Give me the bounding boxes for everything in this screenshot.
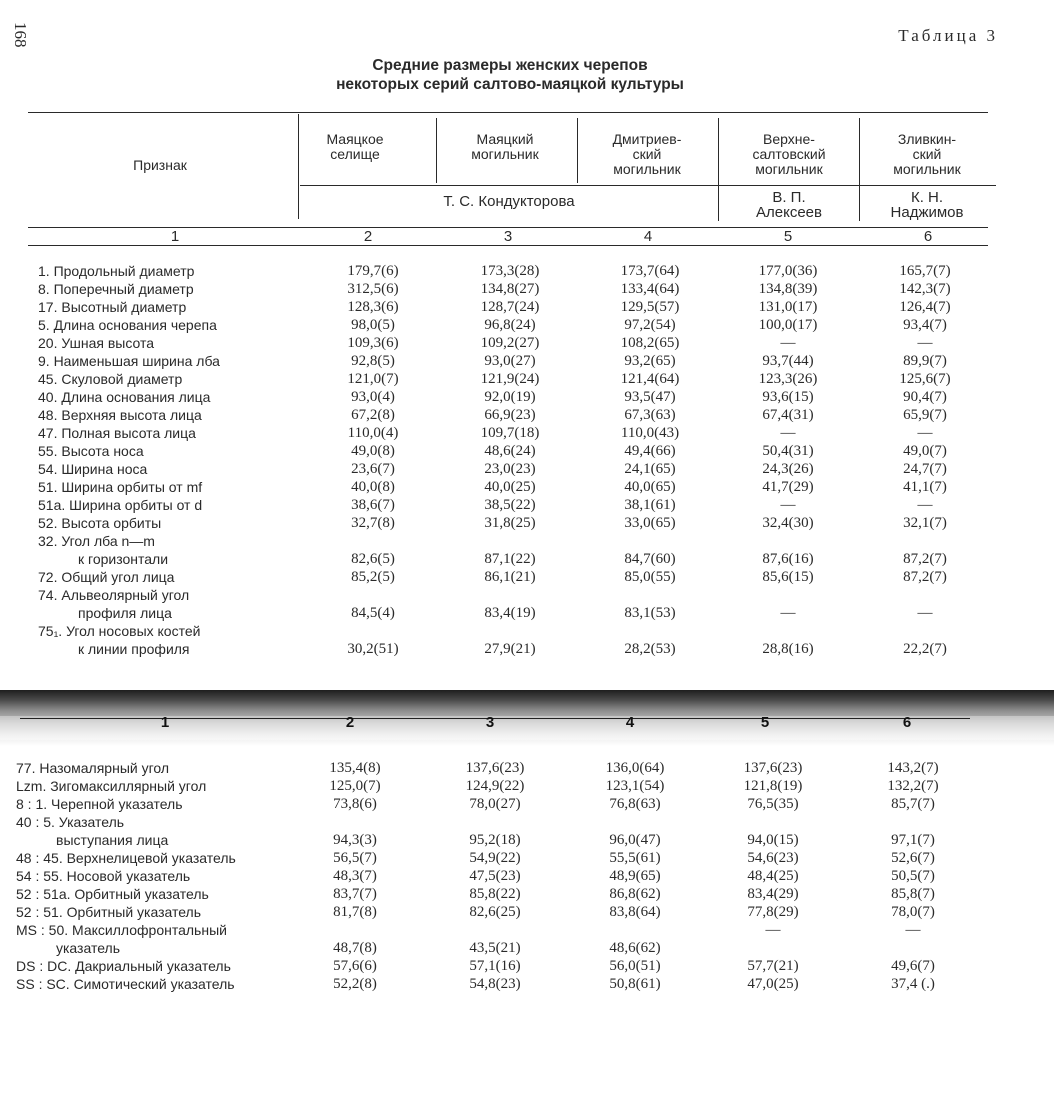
cell-value: 100,0(17) [758, 317, 818, 333]
cell-value: 31,8(25) [484, 515, 536, 531]
header-col5 [720, 132, 858, 177]
cell-value: 56,0(51) [609, 958, 661, 974]
row-label: DS : DC. Дакриальный указатель [16, 958, 231, 974]
cell-value: 48,7(8) [333, 940, 377, 956]
header-divider [718, 118, 719, 221]
cell-value: 94,3(3) [333, 832, 377, 848]
row-label: 9. Наименьшая ширина лба [38, 353, 220, 369]
cell-value: 83,8(64) [609, 904, 661, 920]
header-col6-line3: могильник [893, 161, 961, 177]
cell-value: 47,5(23) [469, 868, 521, 884]
cell-value: 84,7(60) [624, 551, 676, 567]
cell-value: 312,5(6) [347, 281, 399, 297]
header-col3-line1: Маяцкий [476, 131, 534, 147]
cell-value: 38,1(61) [624, 497, 676, 513]
row-label: к линии профиля [78, 641, 190, 657]
header-col2-line2: селище [330, 146, 380, 162]
cell-value: 123,3(26) [758, 371, 818, 387]
header-author-5 [720, 190, 858, 220]
row-label: 20. Ушная высота [38, 335, 155, 351]
cell-value: 87,2(7) [903, 551, 947, 567]
colnum-6-repeat: 6 [902, 714, 912, 731]
cell-value: 94,0(15) [747, 832, 799, 848]
cell-value: 109,2(27) [480, 335, 540, 351]
header-col4-line2: ский [632, 146, 662, 162]
cell-value: 48,6(24) [484, 443, 536, 459]
cell-value: 40,0(65) [624, 479, 676, 495]
colnum-6: 6 [923, 228, 933, 245]
cell-value: 173,7(64) [620, 263, 680, 279]
row-label: 55. Высота носа [38, 443, 144, 459]
cell-value: 41,7(29) [762, 479, 814, 495]
cell-value: 92,0(19) [484, 389, 536, 405]
table-title-line1: Средние размеры женских черепов [372, 57, 648, 74]
cell-value: 50,8(61) [609, 976, 661, 992]
row-label: 54 : 55. Носовой указатель [16, 868, 191, 884]
row-label: 48. Верхняя высота лица [38, 407, 202, 423]
cell-value: 137,6(23) [743, 760, 803, 776]
cell-value: 143,2(7) [887, 760, 939, 776]
cell-value: 133,4(64) [620, 281, 680, 297]
cell-value: 57,6(6) [333, 958, 377, 974]
cell-value: 86,1(21) [484, 569, 536, 585]
cell-value: 38,6(7) [351, 497, 395, 513]
cell-value: — [917, 335, 933, 351]
cell-value: 49,0(8) [351, 443, 395, 459]
row-label: 32. Угол лба n—m [38, 533, 155, 549]
colnum-3: 3 [503, 228, 513, 245]
cell-value: 48,6(62) [609, 940, 661, 956]
header-divider [436, 118, 437, 183]
header-col2 [300, 132, 410, 162]
row-label: 17. Высотный диаметр [38, 299, 187, 315]
cell-value: 54,6(23) [747, 850, 799, 866]
row-label: Lzm. Зигомаксиллярный угол [16, 778, 207, 794]
cell-value: 179,7(6) [347, 263, 399, 279]
cell-value: 83,7(7) [333, 886, 377, 902]
row-label: 47. Полная высота лица [38, 425, 196, 441]
cell-value: 27,9(21) [484, 641, 536, 657]
table-title-line2: некоторых серий салтово-маяцкой культуры [336, 76, 684, 93]
cell-value: 23,0(23) [484, 461, 536, 477]
cell-value: 85,6(15) [762, 569, 814, 585]
cell-value: 90,4(7) [903, 389, 947, 405]
cell-value: 93,5(47) [624, 389, 676, 405]
cell-value: 66,9(23) [484, 407, 536, 423]
colnum-2-repeat: 2 [345, 714, 355, 731]
cell-value: 87,1(22) [484, 551, 536, 567]
cell-value: 121,9(24) [480, 371, 540, 387]
cell-value: 32,4(30) [762, 515, 814, 531]
cell-value: 82,6(25) [469, 904, 521, 920]
cell-value: 48,4(25) [747, 868, 799, 884]
colnum-4: 4 [643, 228, 653, 245]
cell-value: 93,2(65) [624, 353, 676, 369]
cell-value: — [780, 425, 796, 441]
cell-value: 52,6(7) [891, 850, 935, 866]
cell-value: 50,4(31) [762, 443, 814, 459]
header-mid-rule [300, 185, 996, 186]
cell-value: 52,2(8) [333, 976, 377, 992]
cell-value: — [917, 497, 933, 513]
cell-value: 108,2(65) [620, 335, 680, 351]
row-label: 48 : 45. Верхнелицевой указатель [16, 850, 236, 866]
row-label: 8. Поперечный диаметр [38, 281, 194, 297]
row-label: 51. Ширина орбиты от mf [38, 479, 203, 495]
row-label: 52. Высота орбиты [38, 515, 162, 531]
row-label: 5. Длина основания черепа [38, 317, 217, 333]
cell-value: 134,8(39) [758, 281, 818, 297]
cell-value: 97,2(54) [624, 317, 676, 333]
cell-value: 110,0(4) [347, 425, 399, 441]
cell-value: 92,8(5) [351, 353, 395, 369]
cell-value: 177,0(36) [758, 263, 818, 279]
cell-value: 85,7(7) [891, 796, 935, 812]
cell-value: 126,4(7) [899, 299, 951, 315]
cell-value: 49,0(7) [903, 443, 947, 459]
cell-value: 77,8(29) [747, 904, 799, 920]
cell-value: 22,2(7) [903, 641, 947, 657]
row-label: 74. Альвеолярный угол [38, 587, 190, 603]
cell-value: 73,8(6) [333, 796, 377, 812]
cell-value: 85,8(22) [469, 886, 521, 902]
row-label: 54. Ширина носа [38, 461, 148, 477]
cell-value: 96,8(24) [484, 317, 536, 333]
header-col5-line1: Верхне- [763, 131, 815, 147]
cell-value: 121,0(7) [347, 371, 399, 387]
cell-value: 85,8(7) [891, 886, 935, 902]
header-author-6-line1: К. Н. [910, 189, 944, 206]
row-label: 40. Длина основания лица [38, 389, 211, 405]
cell-value: 67,2(8) [351, 407, 395, 423]
cell-value: 49,6(7) [891, 958, 935, 974]
cell-value: 32,1(7) [903, 515, 947, 531]
header-col6 [862, 132, 992, 177]
header-col4-line1: Дмитриев- [612, 131, 682, 147]
cell-value: 121,4(64) [620, 371, 680, 387]
header-col2-line1: Маяцкое [326, 131, 384, 147]
cell-value: 24,3(26) [762, 461, 814, 477]
header-col5-line3: могильник [755, 161, 823, 177]
row-label: профиля лица [78, 605, 172, 621]
cell-value: — [917, 425, 933, 441]
header-col6-line2: ский [912, 146, 942, 162]
header-author-5-line1: В. П. [772, 189, 806, 206]
cell-value: 48,9(65) [609, 868, 661, 884]
cell-value: 93,4(7) [903, 317, 947, 333]
colnum-5-repeat: 5 [760, 714, 770, 731]
row-label: 51a. Ширина орбиты от d [38, 497, 203, 513]
page-number: 168 [11, 22, 30, 48]
cell-value: 54,8(23) [469, 976, 521, 992]
cell-value: 57,7(21) [747, 958, 799, 974]
header-divider [298, 114, 299, 219]
cell-value: 50,5(7) [891, 868, 935, 884]
row-label: 77. Назомалярный угол [16, 760, 170, 776]
cell-value: 82,6(5) [351, 551, 395, 567]
header-col6-line1: Зливкин- [897, 131, 957, 147]
cell-value: 28,8(16) [762, 641, 814, 657]
colnum-1: 1 [170, 228, 180, 245]
header-col4 [578, 132, 716, 177]
cell-value: 78,0(27) [469, 796, 521, 812]
cell-value: 55,5(61) [609, 850, 661, 866]
cell-value: — [780, 335, 796, 351]
cell-value: 137,6(23) [465, 760, 525, 776]
cell-value: 85,0(55) [624, 569, 676, 585]
row-label: выступания лица [56, 832, 169, 848]
cell-value: 47,0(25) [747, 976, 799, 992]
cell-value: — [780, 497, 796, 513]
cell-value: 134,8(27) [480, 281, 540, 297]
row-label: 52 : 51. Орбитный указатель [16, 904, 202, 920]
row-label: указатель [56, 940, 120, 956]
cell-value: 142,3(7) [899, 281, 951, 297]
cell-value: — [905, 922, 921, 938]
header-top-rule [28, 112, 988, 113]
cell-value: 131,0(17) [758, 299, 818, 315]
cell-value: 84,5(4) [351, 605, 395, 621]
cell-value: 89,9(7) [903, 353, 947, 369]
cell-value: 48,3(7) [333, 868, 377, 884]
header-author-6 [862, 190, 992, 220]
cell-value: 109,3(6) [347, 335, 399, 351]
row-label: 75₁. Угол носовых костей [38, 623, 201, 639]
cell-value: 124,9(22) [465, 778, 525, 794]
cell-value: 85,2(5) [351, 569, 395, 585]
header-author-6-line2: Наджимов [890, 204, 964, 221]
cell-value: 128,7(24) [480, 299, 540, 315]
colnum-5: 5 [783, 228, 793, 245]
cell-value: 67,4(31) [762, 407, 814, 423]
cell-value: 83,4(29) [747, 886, 799, 902]
table-label: Таблица 3 [898, 26, 998, 45]
cell-value: 132,2(7) [887, 778, 939, 794]
cell-value: 87,6(16) [762, 551, 814, 567]
cell-value: 30,2(51) [347, 641, 399, 657]
cell-value: 129,5(57) [620, 299, 680, 315]
cell-value: 136,0(64) [605, 760, 665, 776]
cell-value: 41,1(7) [903, 479, 947, 495]
colnum-bottom-rule [28, 245, 988, 246]
cell-value: 135,4(8) [329, 760, 381, 776]
cell-value: 97,1(7) [891, 832, 935, 848]
cell-value: 23,6(7) [351, 461, 395, 477]
header-col4-line3: могильник [613, 161, 681, 177]
row-label: 72. Общий угол лица [38, 569, 175, 585]
row-label: 45. Скуловой диаметр [38, 371, 183, 387]
cell-value: 96,0(47) [609, 832, 661, 848]
cell-value: 56,5(7) [333, 850, 377, 866]
cell-value: 86,8(62) [609, 886, 661, 902]
cell-value: 76,5(35) [747, 796, 799, 812]
header-feature: Признак [133, 157, 187, 173]
cell-value: 67,3(63) [624, 407, 676, 423]
cell-value: 57,1(16) [469, 958, 521, 974]
cell-value: 93,6(15) [762, 389, 814, 405]
cell-value: 78,0(7) [891, 904, 935, 920]
header-col3 [440, 132, 570, 162]
header-divider [859, 118, 860, 221]
cell-value: — [765, 922, 781, 938]
cell-value: 38,5(22) [484, 497, 536, 513]
cell-value: 49,4(66) [624, 443, 676, 459]
row-label: SS : SC. Симотический указатель [16, 976, 235, 992]
cell-value: 24,1(65) [624, 461, 676, 477]
colnum-4-repeat: 4 [625, 714, 635, 731]
row-label: к горизонтали [78, 551, 169, 567]
cell-value: 40,0(25) [484, 479, 536, 495]
cell-value: 33,0(65) [624, 515, 676, 531]
cell-value: 173,3(28) [480, 263, 540, 279]
cell-value: 83,1(53) [624, 605, 676, 621]
cell-value: 43,5(21) [469, 940, 521, 956]
cell-value: — [780, 605, 796, 621]
cell-value: 32,7(8) [351, 515, 395, 531]
cell-value: 93,0(4) [351, 389, 395, 405]
row-label: 52 : 51a. Орбитный указатель [16, 886, 209, 902]
colnum-3-repeat: 3 [485, 714, 495, 731]
cell-value: 76,8(63) [609, 796, 661, 812]
row-label: MS : 50. Максиллофронтальный [16, 922, 227, 938]
cell-value: 65,9(7) [903, 407, 947, 423]
cell-value: 81,7(8) [333, 904, 377, 920]
cell-value: 87,2(7) [903, 569, 947, 585]
row-label: 40 : 5. Указатель [16, 814, 125, 830]
cell-value: 37,4 (.) [891, 976, 935, 992]
cell-value: 121,8(19) [743, 778, 803, 794]
colnum-1-repeat: 1 [160, 714, 170, 731]
cell-value: 165,7(7) [899, 263, 951, 279]
cell-value: 40,0(8) [351, 479, 395, 495]
cell-value: 98,0(5) [351, 317, 395, 333]
cell-value: 54,9(22) [469, 850, 521, 866]
header-col3-line2: могильник [471, 146, 539, 162]
row-label: 1. Продольный диаметр [38, 263, 195, 279]
cell-value: 123,1(54) [605, 778, 665, 794]
cell-value: — [917, 605, 933, 621]
cell-value: 128,3(6) [347, 299, 399, 315]
cell-value: 95,2(18) [469, 832, 521, 848]
cell-value: 28,2(53) [624, 641, 676, 657]
cell-value: 110,0(43) [620, 425, 680, 441]
colnum-2: 2 [363, 228, 373, 245]
cell-value: 109,7(18) [480, 425, 540, 441]
cell-value: 93,7(44) [762, 353, 814, 369]
cell-value: 83,4(19) [484, 605, 536, 621]
cell-value: 125,0(7) [329, 778, 381, 794]
header-author-5-line2: Алексеев [756, 204, 822, 221]
cell-value: 24,7(7) [903, 461, 947, 477]
cell-value: 125,6(7) [899, 371, 951, 387]
header-col5-line2: салтовский [752, 146, 826, 162]
row-label: 8 : 1. Черепной указатель [16, 796, 183, 812]
header-author-2-4: Т. С. Кондукторова [443, 193, 575, 210]
cell-value: 93,0(27) [484, 353, 536, 369]
